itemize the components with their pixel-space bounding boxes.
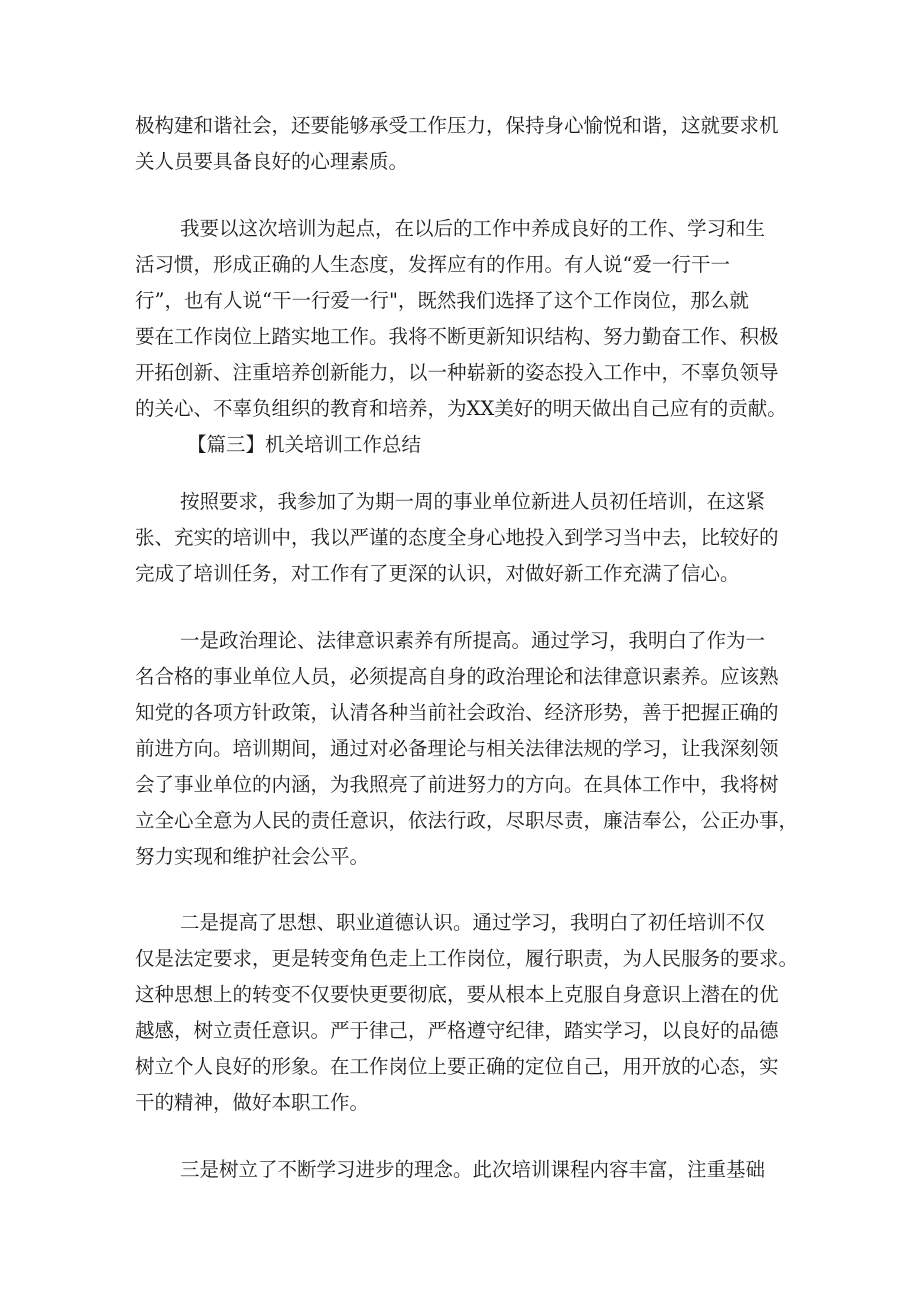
- paragraph-4-line-5: 会了事业单位的内涵，为我照亮了前进努力的方向。在具体工作中，我将树: [135, 773, 779, 796]
- paragraph-6-line-1: 三是树立了不断学习进步的理念。此次培训课程内容丰富，注重基础: [180, 1158, 766, 1181]
- paragraph-5-line-1: 二是提高了思想、职业道德认识。通过学习，我明白了初任培训不仅: [180, 911, 766, 934]
- paragraph-4-line-6: 立全心全意为人民的责任意识，依法行政，尽职尽责，廉洁奉公，公正办事，: [135, 809, 799, 832]
- paragraph-5-line-4: 越感，树立责任意识。严于律己，严格遵守纪律，踏实学习，以良好的品德: [135, 1019, 779, 1042]
- paragraph-2-line-3: 行”，也有人说“干一行爱一行"，既然我们选择了这个工作岗位，那么就: [135, 289, 749, 312]
- paragraph-5-line-3: 这种思想上的转变不仅要快更要彻底，要从根本上克服自身意识上潜在的优: [135, 983, 779, 1006]
- paragraph-1-line-1: 极构建和谐社会，还要能够承受工作压力，保持身心愉悦和谐，这就要求机: [135, 114, 779, 137]
- paragraph-4-line-4: 前进方向。培训期间，通过对必备理论与相关法律法规的学习，让我深刻领: [135, 737, 779, 760]
- paragraph-5-line-5: 树立个人良好的形象。在工作岗位上要正确的定位自己，用开放的心态，实: [135, 1055, 779, 1078]
- paragraph-5-line-6: 干的精神，做好本职工作。: [135, 1091, 370, 1114]
- paragraph-5-line-2: 仅是法定要求，更是转变角色走上工作岗位，履行职责，为人民服务的要求。: [135, 947, 799, 970]
- paragraph-2-line-6: 的关心、不辜负组织的教育和培养，为XX美好的明天做出自己应有的贡献。: [135, 397, 787, 420]
- paragraph-3-line-2: 张、充实的培训中，我以严谨的态度全身心地投入到学习当中去，比较好的: [135, 526, 779, 549]
- paragraph-2-line-1: 我要以这次培训为起点，在以后的工作中养成良好的工作、学习和生: [180, 217, 766, 240]
- paragraph-3-line-1: 按照要求，我参加了为期一周的事业单位新进人员初任培训，在这紧: [180, 490, 766, 513]
- paragraph-2-line-5: 开拓创新、注重培养创新能力，以一种崭新的姿态投入工作中，不辜负领导: [135, 361, 779, 384]
- paragraph-4-line-7: 努力实现和维护社会公平。: [135, 845, 370, 868]
- paragraph-4-line-2: 名合格的事业单位人员，必须提高自身的政治理论和法律意识素养。应该熟: [135, 665, 779, 688]
- paragraph-4-line-3: 知党的各项方针政策，认清各种当前社会政治、经济形势，善于把握正确的: [135, 701, 779, 724]
- paragraph-4-line-1: 一是政治理论、法律意识素养有所提高。通过学习，我明白了作为一: [180, 629, 766, 652]
- section-heading: 【篇三】机关培训工作总结: [187, 433, 422, 456]
- paragraph-2-line-4: 要在工作岗位上踏实地工作。我将不断更新知识结构、努力勤奋工作、积极: [135, 325, 779, 348]
- paragraph-3-line-3: 完成了培训任务，对工作有了更深的认识，对做好新工作充满了信心。: [135, 562, 740, 585]
- paragraph-2-line-2: 活习惯，形成正确的人生态度，发挥应有的作用。有人说“爱一行干一: [135, 253, 730, 276]
- paragraph-1-line-2: 关人员要具备良好的心理素质。: [135, 150, 409, 173]
